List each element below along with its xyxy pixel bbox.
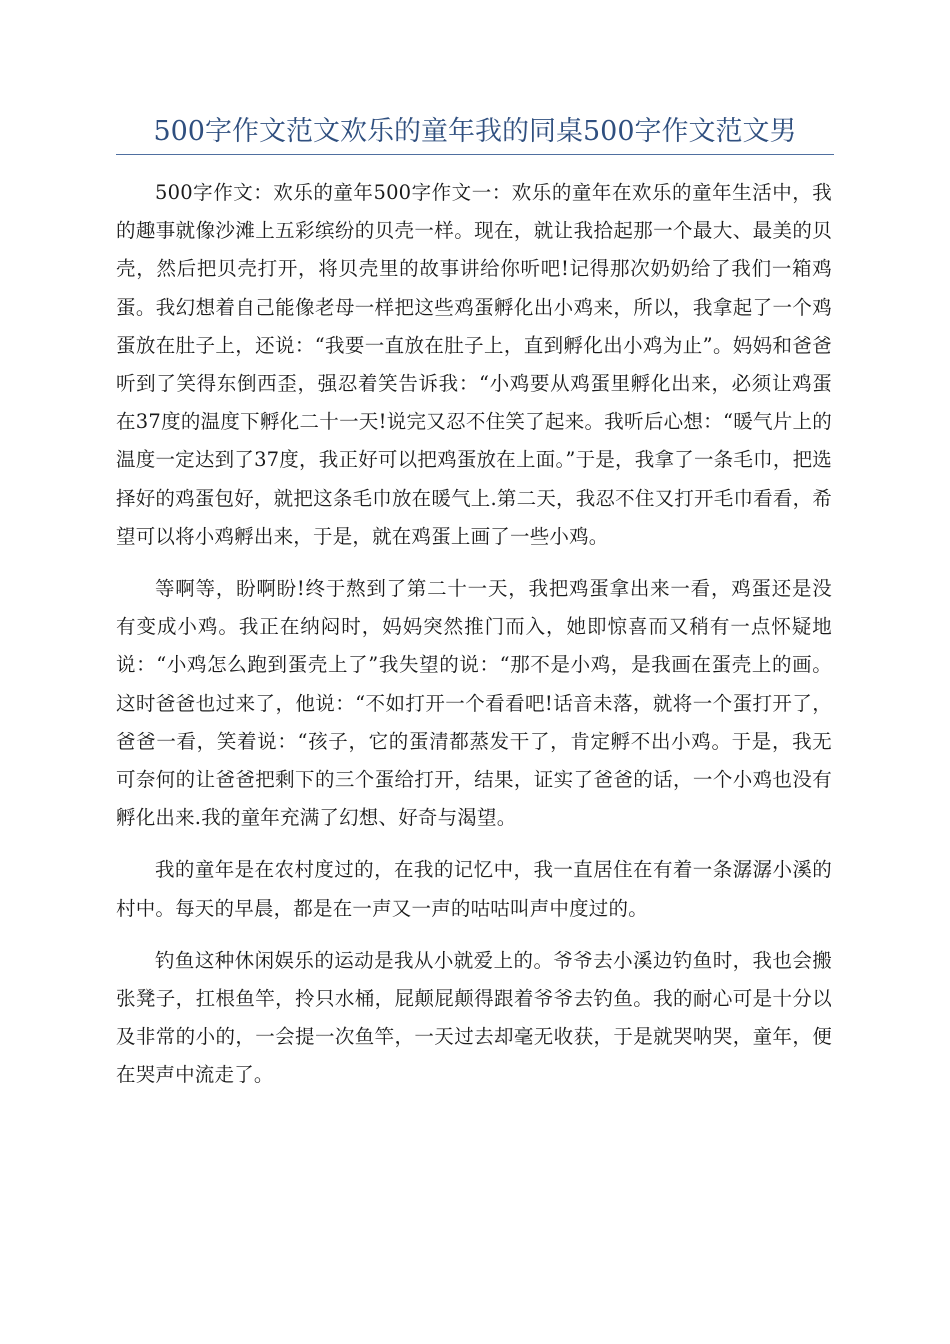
paragraph-1: 500字作文：欢乐的童年500字作文一：欢乐的童年在欢乐的童年生活中，我的趣事就像沙滩上五彩缤纷的贝壳一样。现在，就让我拾起那一个最大、最美的贝壳，然后把贝壳打开，将贝壳里的故事讲给你听吧!记得那次奶奶给了我们一箱鸡蛋。我幻想着自己能像老母一样把这些鸡蛋孵化出小鸡来，所以，我拿起了一个鸡蛋放在肚子上，还说：“我要一直放在肚子上，直到孵化出小鸡为止”。妈妈和爸爸听到了笑得东倒西歪，强忍着笑告诉我：“小鸡要从鸡蛋里孵化出来，必须让鸡蛋在37度的温度下孵化二十一天!说完又忍不住笑了起来。我听后心想：“暖气片上的温度一定达到了37度，我正好可以把鸡蛋放在上面。”于是，我拿了一条毛巾，把选择好的鸡蛋包好，就把这条毛巾放在暖气上.第二天，我忍不住又打开毛巾看看，希望可以将小鸡孵出来，于是，就在鸡蛋上画了一些小鸡。: [116, 181, 832, 548]
paragraph-3: 我的童年是在农村度过的，在我的记忆中，我一直居住在有着一条潺潺小溪的村中。每天的早晨，都是在一声又一声的咕咕叫声中度过的。: [116, 858, 832, 920]
document-body: [116, 174, 832, 1109]
document-title: 500字作文范文欢乐的童年我的同桌500字作文范文男: [153, 116, 797, 147]
paragraph-2: 等啊等，盼啊盼!终于熬到了第二十一天，我把鸡蛋拿出来一看，鸡蛋还是没有变成小鸡。我正在纳闷时，妈妈突然推门而入，她即惊喜而又稍有一点怀疑地说：“小鸡怎么跑到蛋壳上了”我失望的说：“那不是小鸡，是我画在蛋壳上的画。这时爸爸也过来了，他说：“不如打开一个看看吧!话音未落，就将一个蛋打开了，爸爸一看，笑着说：“孩子，它的蛋清都蒸发干了，肯定孵不出小鸡。于是，我无可奈何的让爸爸把剩下的三个蛋给打开，结果，证实了爸爸的话，一个小鸡也没有孵化出来.我的童年充满了幻想、好奇与渴望。: [116, 577, 832, 830]
paragraph-4: 钓鱼这种休闲娱乐的运动是我从小就爱上的。爷爷去小溪边钓鱼时，我也会搬张凳子，扛根鱼竿，拎只水桶，屁颠屁颠得跟着爷爷去钓鱼。我的耐心可是十分以及非常的小的，一会提一次鱼竿，一天过去却毫无收获，于是就哭呐哭，童年，便在哭声中流走了。: [116, 948, 832, 1087]
title-underline: [116, 154, 834, 155]
